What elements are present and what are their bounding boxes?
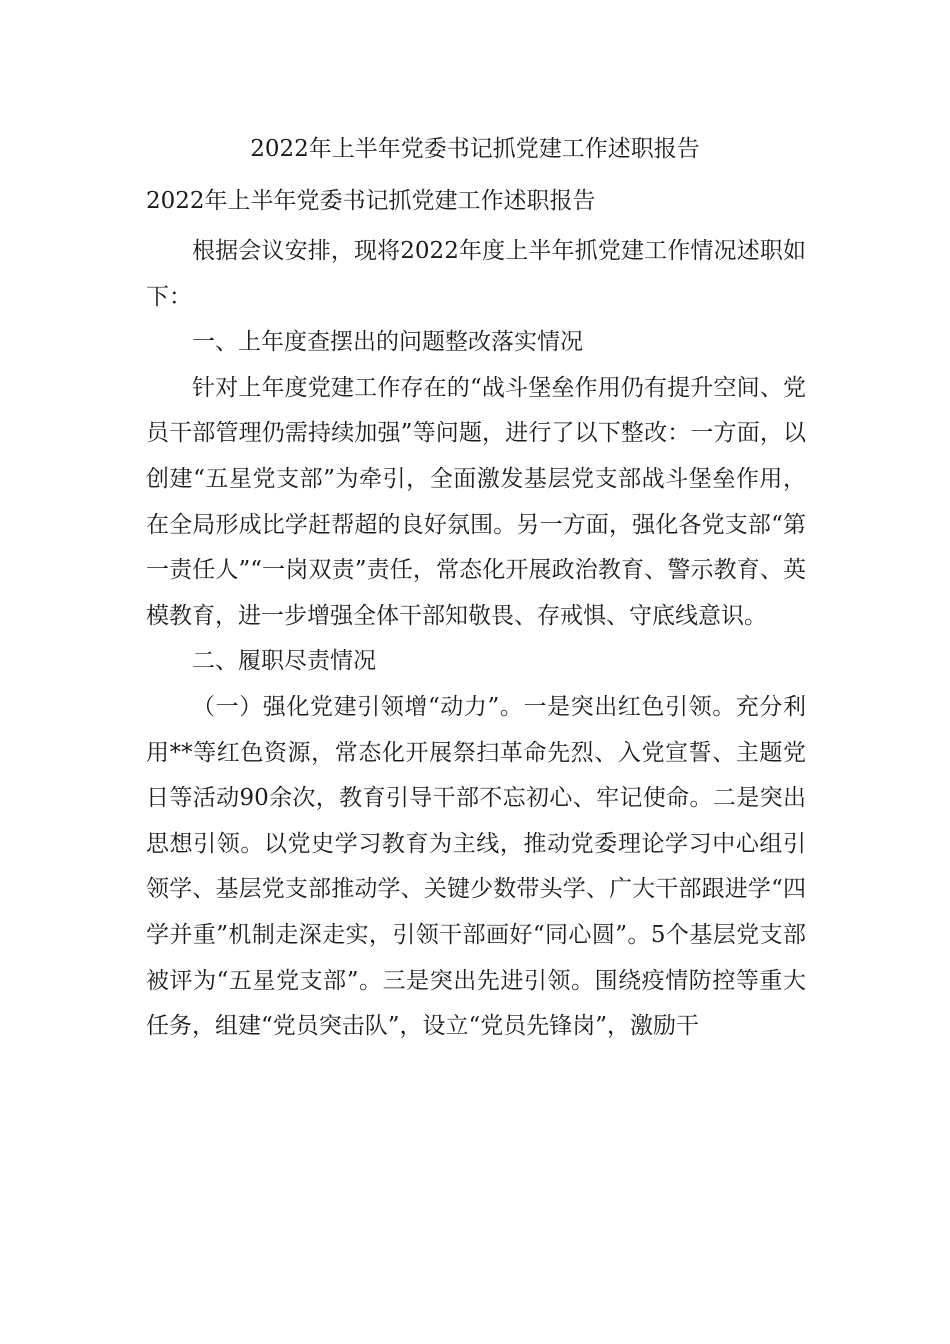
section-heading-2: 二、履职尽责情况	[192, 648, 376, 675]
section-heading-1: 一、上年度查摆出的问题整改落实情况	[192, 329, 583, 356]
document-title: 2022年上半年党委书记抓党建工作述职报告	[250, 136, 700, 162]
paragraph-rectification: 针对上年度党建工作存在的“战斗堡垒作用仍有提升空间、党员干部管理仍需持续加强”等问题，进行了以下整改：一方面，以创建“五星党支部”为牵引，全面激发基层党支部战斗堡垒作用，在全局形成比学赶帮超的良好氛围。另一方面，强化各党支部“第一责任人”“一岗双责”责任，常态化开展政治教育、警示教育、英模教育，进一步增强全体干部知敬畏、存戒惧、守底线意识。	[146, 374, 806, 629]
paragraph-duties: （一）强化党建引领增“动力”。一是突出红色引领。充分利用**等红色资源，常态化开展祭扫革命先烈、入党宣誓、主题党日等活动90余次，教育引导干部不忘初心、牢记使命。二是突出思想引领。以党史学习教育为主线，推动党委理论学习中心组引领学、基层党支部推动学、关键少数带头学、广大干部跟进学“四学并重”机制走深走实，引领干部画好“同心圆”。5个基层党支部被评为“五星党支部”。三是突出先进引领。围绕疫情防控等重大任务，组建“党员突击队”，设立“党员先锋岗”，激励干	[146, 693, 806, 1040]
document-body	[146, 229, 806, 1050]
paragraph-intro: 根据会议安排，现将2022年度上半年抓党建工作情况述职如下：	[146, 238, 806, 310]
document-subtitle: 2022年上半年党委书记抓党建工作述职报告	[146, 188, 596, 214]
